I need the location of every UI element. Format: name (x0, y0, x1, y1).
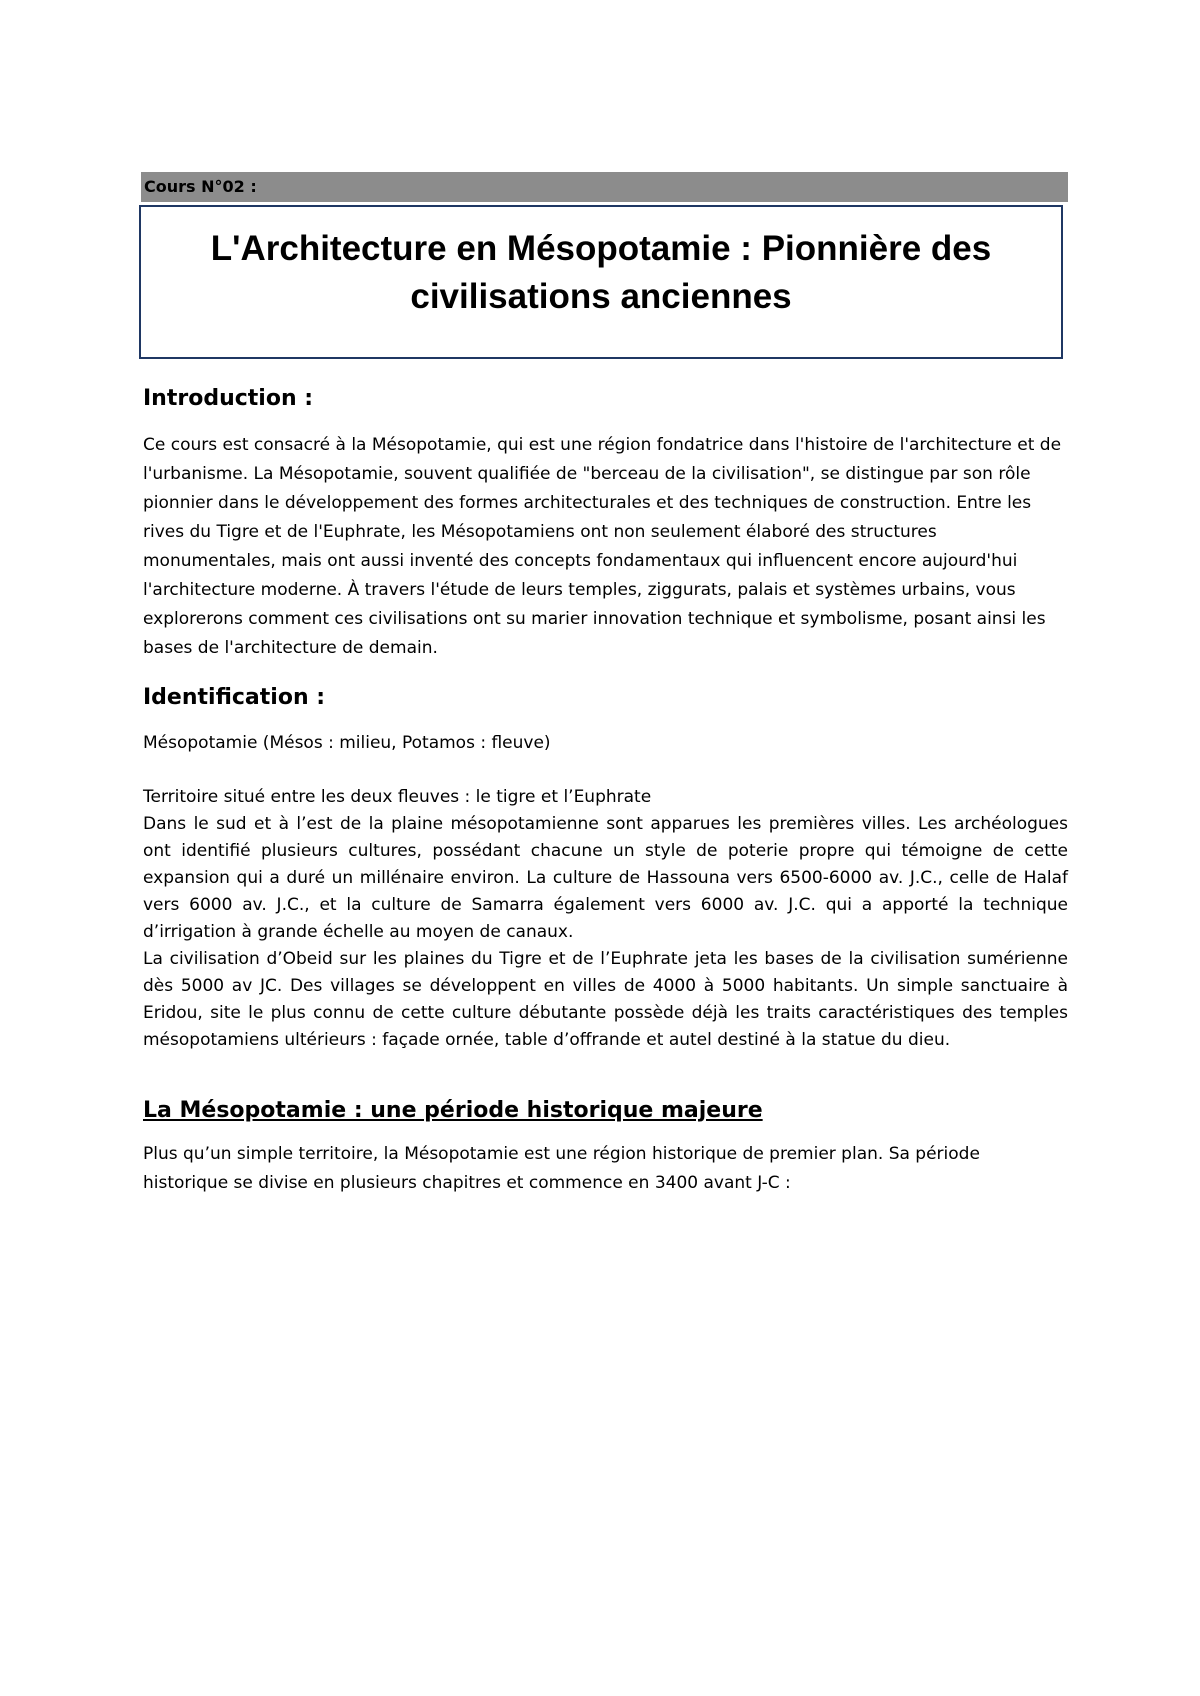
identification-paragraph-2: La civilisation d’Obeid sur les plaines du Tigre et de l’Euphrate jeta les bases de la civilisation sumérienne dès 5000 av JC. Des villages se développent en villes de 4000 à 5000 habitants. Un simple sanctuaire à Eridou, site le plus connu de cette culture débutante possède déjà les traits caractéristiques des temples mésopotamiens ultérieurs : façade ornée, table d’offrande et autel destiné à la statue du dieu. (143, 949, 1068, 1050)
course-label-bar (141, 172, 1068, 202)
period-paragraph: Plus qu’un simple territoire, la Mésopotamie est une région historique de premier plan. Sa période historique se divise en plusieurs chapitres et commence en 3400 avant J-C : (143, 1144, 980, 1193)
introduction-heading: Introduction : (143, 386, 314, 411)
period-heading: La Mésopotamie : une période historique majeure (143, 1098, 763, 1123)
territory-text: Territoire situé entre les deux fleuves : le tigre et l’Euphrate (143, 787, 652, 807)
identification-heading: Identification : (143, 685, 326, 710)
identification-paragraph-1: Dans le sud et à l’est de la plaine mésopotamienne sont apparues les premières villes. Les archéologues ont identifié plusieurs cultures, possédant chacune un style de poterie propre qui témoigne de cette expansion qui a duré un millénaire environ. La culture de Hassouna vers 6500-6000 av. J.C., celle de Halaf vers 6000 av. J.C., et la culture de Samarra également vers 6000 av. J.C. qui a apporté la technique d’irrigation à grande échelle au moyen de canaux. (143, 814, 1068, 942)
course-label: Cours N°02 : (144, 177, 257, 196)
document-title: L'Architecture en Mésopotamie : Pionnière des civilisations anciennes (210, 229, 992, 316)
document-content (143, 380, 1068, 1198)
etymology-text: Mésopotamie (Mésos : milieu, Potamos : fleuve) (143, 733, 551, 753)
introduction-paragraph: Ce cours est consacré à la Mésopotamie, qui est une région fondatrice dans l'histoire de l'architecture et de l'urbanisme. La Mésopotamie, souvent qualifiée de "berceau de la civilisation", se distingue par son rôle pionnier dans le développement des formes architecturales et des techniques de construction. Entre les rives du Tigre et de l'Euphrate, les Mésopotamiens ont non seulement élaboré des structures monumentales, mais ont aussi inventé des concepts fondamentaux qui influencent encore aujourd'hui l'architecture moderne. À travers l'étude de leurs temples, ziggurats, palais et systèmes urbains, vous explorerons comment ces civilisations ont su marier innovation technique et symbolisme, posant ainsi les bases de l'architecture de demain. (143, 435, 1062, 658)
title-box (139, 205, 1063, 359)
